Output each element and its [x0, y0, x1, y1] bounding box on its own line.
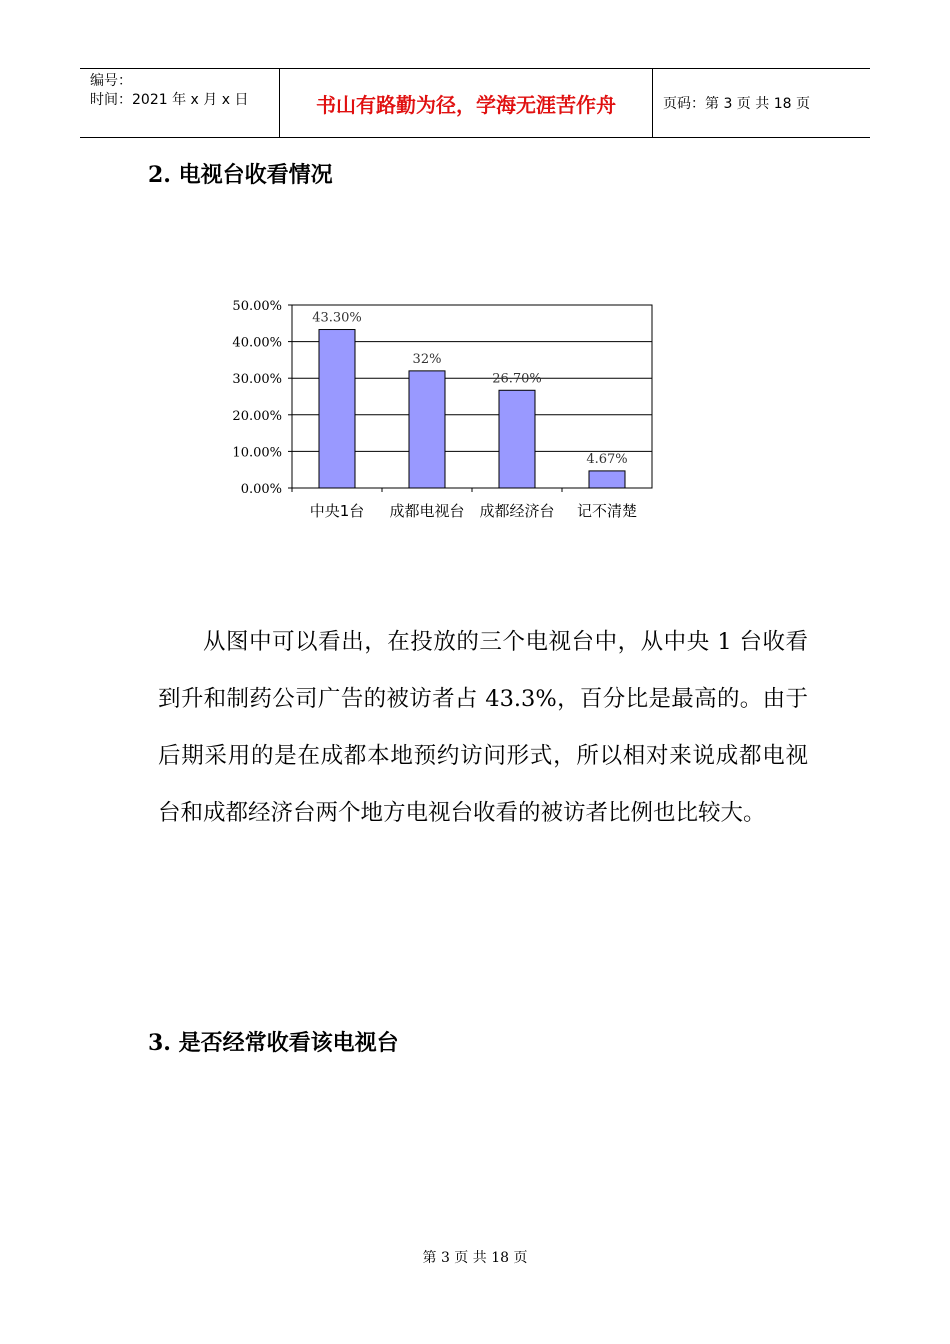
section-3-title: 3. 是否经常收看该电视台: [148, 1030, 399, 1056]
y-tick-label: 10.00%: [232, 445, 282, 461]
y-tick-label: 50.00%: [232, 299, 282, 314]
header-page-info: 页码：第 3 页 共 18 页: [663, 96, 810, 112]
data-label: 32%: [412, 351, 442, 367]
bar: [589, 471, 625, 488]
y-tick-label: 0.00%: [240, 482, 282, 497]
header-meta: [80, 69, 280, 137]
analysis-paragraph: 从图中可以看出，在投放的三个电视台中，从中央 1 台收看到升和制药公司广告的被访者占 43.3%，百分比是最高的。由于后期采用的是在成都本地预约访问形式，所以相对来说成都电视台和成都经济台两个地方电视台收看的被访者比例也比较大。: [158, 629, 808, 826]
y-tick-label: 30.00%: [232, 372, 282, 388]
x-category-label: 记不清楚: [576, 502, 638, 520]
data-label: 4.67%: [586, 451, 628, 467]
bar: [499, 390, 535, 488]
bar: [319, 330, 355, 488]
x-category-label: 成都经济台: [479, 502, 555, 520]
header-number-label: 编号：: [90, 73, 132, 89]
y-tick-label: 20.00%: [232, 408, 282, 424]
x-category-label: 中央1台: [309, 502, 365, 520]
page-header: [80, 68, 870, 138]
header-motto: 书山有路勤为径，学海无涯苦作舟: [280, 69, 653, 137]
x-category-label: 成都电视台: [389, 502, 465, 520]
data-label: 26.70%: [492, 371, 542, 387]
header-time-label: 时间：2021 年 x 月 x 日: [90, 92, 249, 108]
tv-channel-bar-chart: [220, 290, 670, 530]
page-footer: 第 3 页 共 18 页: [422, 1250, 528, 1266]
y-tick-label: 40.00%: [232, 335, 282, 351]
bar: [409, 371, 445, 488]
data-label: 43.30%: [312, 310, 362, 326]
section-2-title: 2. 电视台收看情况: [148, 162, 333, 188]
